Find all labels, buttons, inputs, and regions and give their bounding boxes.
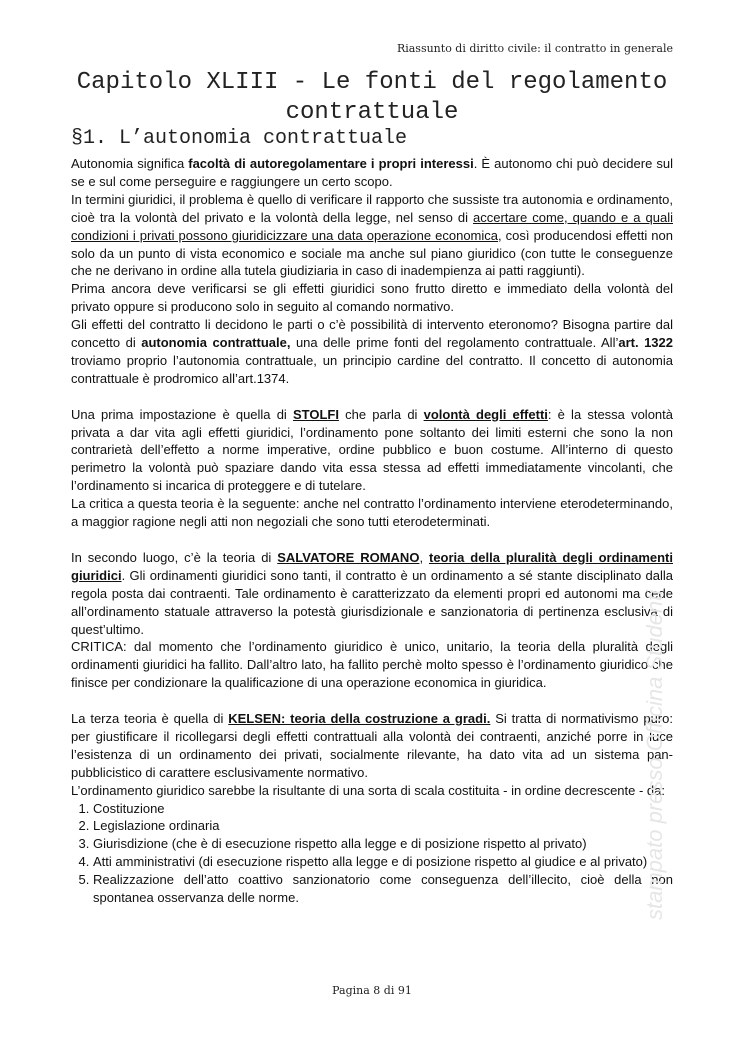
text: , così producendosi effetti non solo da un punto di vista economico e sociale ma anche sul piano giuridico (con tutte le conseguenze che ne derivano in ordine alla tutela giudiziaria in caso di inadempienza ai patti raggiunti). <box>71 227 673 279</box>
text: una delle prime fonti del regolamento contrattuale. All’ <box>290 335 619 351</box>
paragraph <box>71 191 673 281</box>
paragraph: CRITICA: dal momento che l’ordinamento giuridico è unico, unitario, la teoria della pluralità degli ordinamenti giuridici ha fallito. Dall’altro lato, ha fallito perchè molto spesso è l’ordinamento giuridico che finisce per condizionare la qualificazione di una operazione economica in giuridica. <box>71 639 673 691</box>
paragraph <box>71 710 673 782</box>
paragraph <box>71 316 673 388</box>
paragraph: La critica a questa teoria è la seguente: anche nel contratto l’ordinamento interviene eterodeterminando, a maggior ragione negli atti non negoziali che sono tutti eterodeterminati. <box>71 496 673 530</box>
bold-underlined-text: STOLFI <box>292 406 339 422</box>
paragraph <box>71 549 673 639</box>
text: Si tratta di normativismo puro: per giustificare il ricollegarsi degli effetti contrattuali alla volontà dei contraenti, anziché porre in luce l’esistenza di un ordinamento dei privati, socialmente rilevante, ha dato vita ad un sistema pan-pubblicistico di carattere esclusivamente normativo. <box>71 711 673 780</box>
text: In secondo luogo, c’è la teoria di <box>71 549 278 565</box>
watermark: stampato presso Officina Studenti <box>642 589 667 920</box>
text: Una prima impostazione è quella di <box>71 406 293 422</box>
bold-underlined-text: SALVATORE ROMANO <box>277 549 420 565</box>
text: Autonomia significa <box>71 156 189 171</box>
section-title: §1. L’autonomia contrattuale <box>71 127 408 150</box>
list-item: 2. Legislazione ordinaria <box>93 817 673 835</box>
bold-underlined-text: teoria della pluralità degli ordinamenti giuridici <box>71 549 673 583</box>
text: . È autonomo chi può decidere sul se e sul come perseguire e raggiungere un certo scopo. <box>71 156 673 189</box>
text: In termini giuridici, il problema è quello di verificare il rapporto che sussiste tra autonomia e ordinamento, cioè tra la volontà del privato e la volontà della legge, nel senso di <box>71 191 673 225</box>
list-item: 4. Atti amministrativi (di esecuzione rispetto alla legge e di posizione rispetto al giudice e al privato) <box>93 853 673 871</box>
page-number: Pagina 8 di 91 <box>332 984 412 997</box>
text: . Gli ordinamenti giuridici sono tanti, il contratto è un ordinamento a sé stante disciplinato dalla regola posta dai contraenti. Tale ordinamento è caratterizzato da elementi propri ed autonomi ma cede all’ordinamento statuale attraverso la potestà giurisdizionale e sanzionatoria di pertinenza esclusiva di quest’ultimo. <box>71 567 673 637</box>
paragraph <box>71 155 673 191</box>
paragraph: L’ordinamento giuridico sarebbe la risultante di una sorta di scala costituita - in ordine decrescente - da: <box>71 782 666 798</box>
text: : è la stessa volontà privata a dar vita agli effetti giuridici, l’ordinamento pone soltanto dei limiti esterni che sono la non contrarietà dell’effetto a norme imperative, ordine pubblico e buon costume. All’interno di questo perimetro la volontà può spaziare dando vita essa stessa ad effetti immediatamente vincolanti, che l’ordinamento si incarica di proteggere e di tutelare. <box>71 406 673 494</box>
text: La terza teoria è quella di <box>71 711 229 727</box>
bold-underlined-text: volontà degli effetti <box>423 406 548 422</box>
text: Gli effetti del contratto li decidono le parti o c’è possibilità di intervento eteronomo? Bisogna partire dal concetto di <box>71 317 673 351</box>
bold-text: autonomia contrattuale, <box>141 335 291 351</box>
paragraph <box>71 406 673 496</box>
document-body <box>71 155 673 907</box>
numbered-list <box>71 800 673 907</box>
text: troviamo proprio l’autonomia contrattuale, un principio cardine del contratto. Il concetto di autonomia contrattuale è prodromico all’art.1374. <box>71 352 673 386</box>
list-item: 1. Costituzione <box>93 800 673 818</box>
bold-text: art. 1322 <box>618 335 673 351</box>
bold-underlined-text: KELSEN: teoria della costruzione a gradi. <box>228 711 491 727</box>
underlined-text: accertare come, quando e a quali condizioni i privati possono giuridicizzare una data operazione economica <box>71 209 673 243</box>
bold-text: facoltà di autoregolamentare i propri interessi <box>188 156 474 171</box>
text: , <box>419 549 429 565</box>
list-item: 3. Giurisdizione (che è di esecuzione rispetto alla legge e di posizione rispetto al privato) <box>93 835 673 853</box>
paragraph: Prima ancora deve verificarsi se gli effetti giuridici sono frutto diretto e immediato della volontà del privato oppure si producono solo in seguito al comando normativo. <box>71 281 673 315</box>
running-header: Riassunto di diritto civile: il contratto in generale <box>396 42 673 55</box>
text: che parla di <box>338 406 424 422</box>
chapter-title: Capitolo XLIII - Le fonti del regolamento contrattuale <box>76 69 668 126</box>
list-item: 5. Realizzazione dell’atto coattivo sanzionatorio come conseguenza dell’illecito, cioè della non spontanea osservanza delle norme. <box>93 871 673 907</box>
